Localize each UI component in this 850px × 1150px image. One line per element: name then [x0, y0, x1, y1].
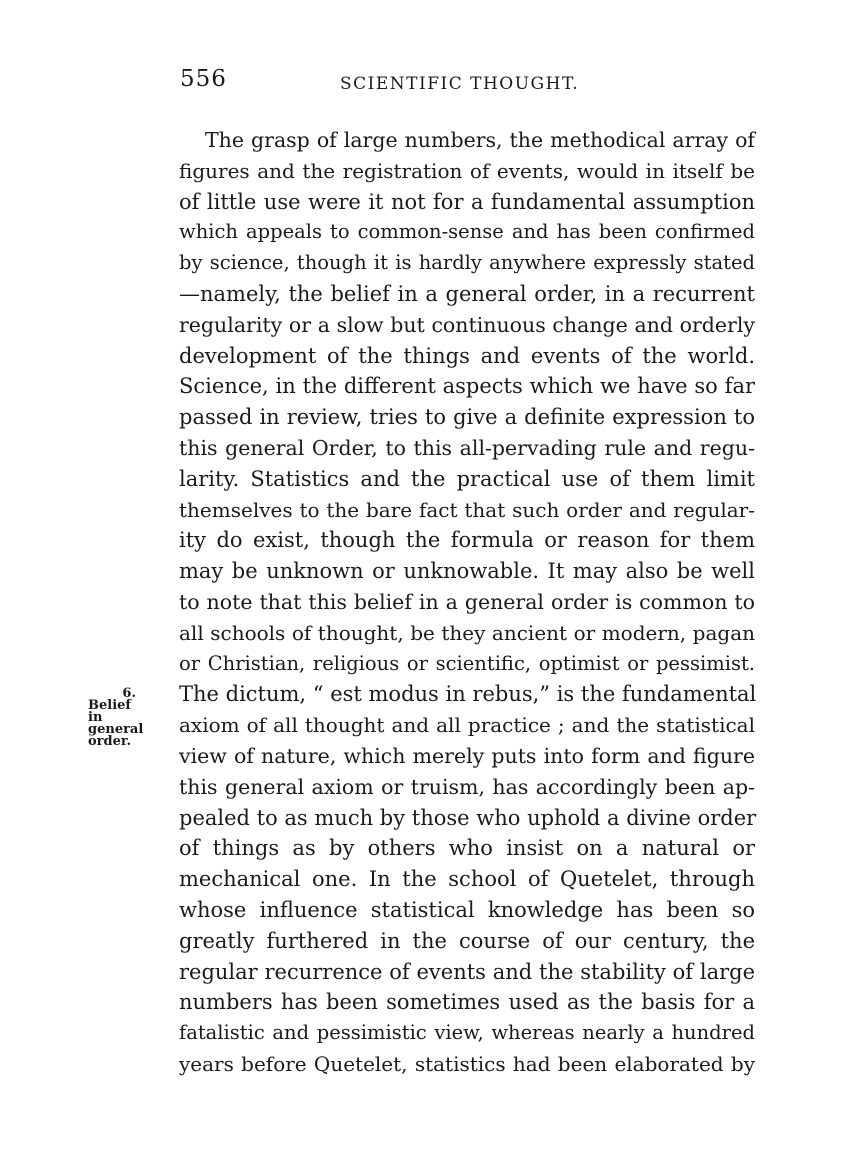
margin-note-number: 6. [122, 686, 136, 701]
text-line: Science, in the different aspects which we have so far [179, 374, 755, 399]
text-line: whose influence statistical knowledge has been so [179, 897, 755, 922]
text-line: by science, though it is hardly anywhere expressly stated [179, 251, 755, 275]
text-line: of things as by others who insist on a natural or [179, 836, 755, 861]
text-line: numbers has been sometimes used as the basis for a [179, 990, 755, 1015]
text-line: passed in review, tries to give a definite expression to [179, 405, 755, 430]
text-line: themselves to the bare fact that such order and regular- [179, 497, 755, 522]
text-line: mechanical one. In the school of Quetelet, through [179, 867, 755, 892]
margin-note-line: general [88, 722, 144, 737]
text-line: this general Order, to this all-pervading rule and regu- [179, 435, 755, 460]
text-line: axiom of all thought and all practice ; and the statistical [179, 713, 755, 738]
margin-note-line: order. [88, 734, 132, 749]
text-line: ity do exist, though the formula or reason for them [179, 528, 755, 553]
page-number: 556 [180, 66, 227, 92]
text-line: greatly furthered in the course of our century, the [179, 928, 755, 953]
text-line: pealed to as much by those who uphold a divine order [179, 805, 757, 830]
text-line: of little use were it not for a fundamental assumption [179, 189, 755, 214]
text-line: development of the things and events of the world. [179, 343, 755, 368]
text-line: or Christian, religious or scientific, optimist or pessimist. [179, 651, 755, 675]
text-line: fatalistic and pessimistic view, whereas nearly a hundred [179, 1021, 755, 1045]
text-line: to note that this belief in a general order is common to [179, 589, 755, 614]
margin-note [88, 688, 148, 748]
text-line: view of nature, which merely puts into form and figure [179, 743, 755, 768]
margin-note-line: Belief in [88, 698, 131, 725]
text-line: The grasp of large numbers, the methodical array of [205, 128, 755, 152]
text-line: years before Quetelet, statistics had been elaborated by [179, 1051, 755, 1076]
text-line: figures and the registration of events, would in itself be [179, 158, 755, 183]
body-paragraph [179, 125, 755, 1080]
text-line: —namely, the belief in a general order, in a recurrent [179, 281, 755, 306]
text-line: this general axiom or truism, has accordingly been ap- [179, 774, 755, 799]
text-line: regular recurrence of events and the stability of large [179, 959, 755, 984]
text-line: larity. Statistics and the practical use of them limit [179, 466, 755, 491]
text-line: may be unknown or unknowable. It may also be well [179, 559, 755, 584]
text-line: which appeals to common-sense and has been confirmed [179, 220, 755, 244]
text-line: all schools of thought, be they ancient or modern, pagan [179, 620, 755, 645]
running-head: SCIENTIFIC THOUGHT. [340, 74, 580, 94]
text-line: regularity or a slow but continuous change and orderly [179, 312, 755, 337]
text-line: The dictum, “ est modus in rebus,” is the fundamental [179, 682, 757, 707]
